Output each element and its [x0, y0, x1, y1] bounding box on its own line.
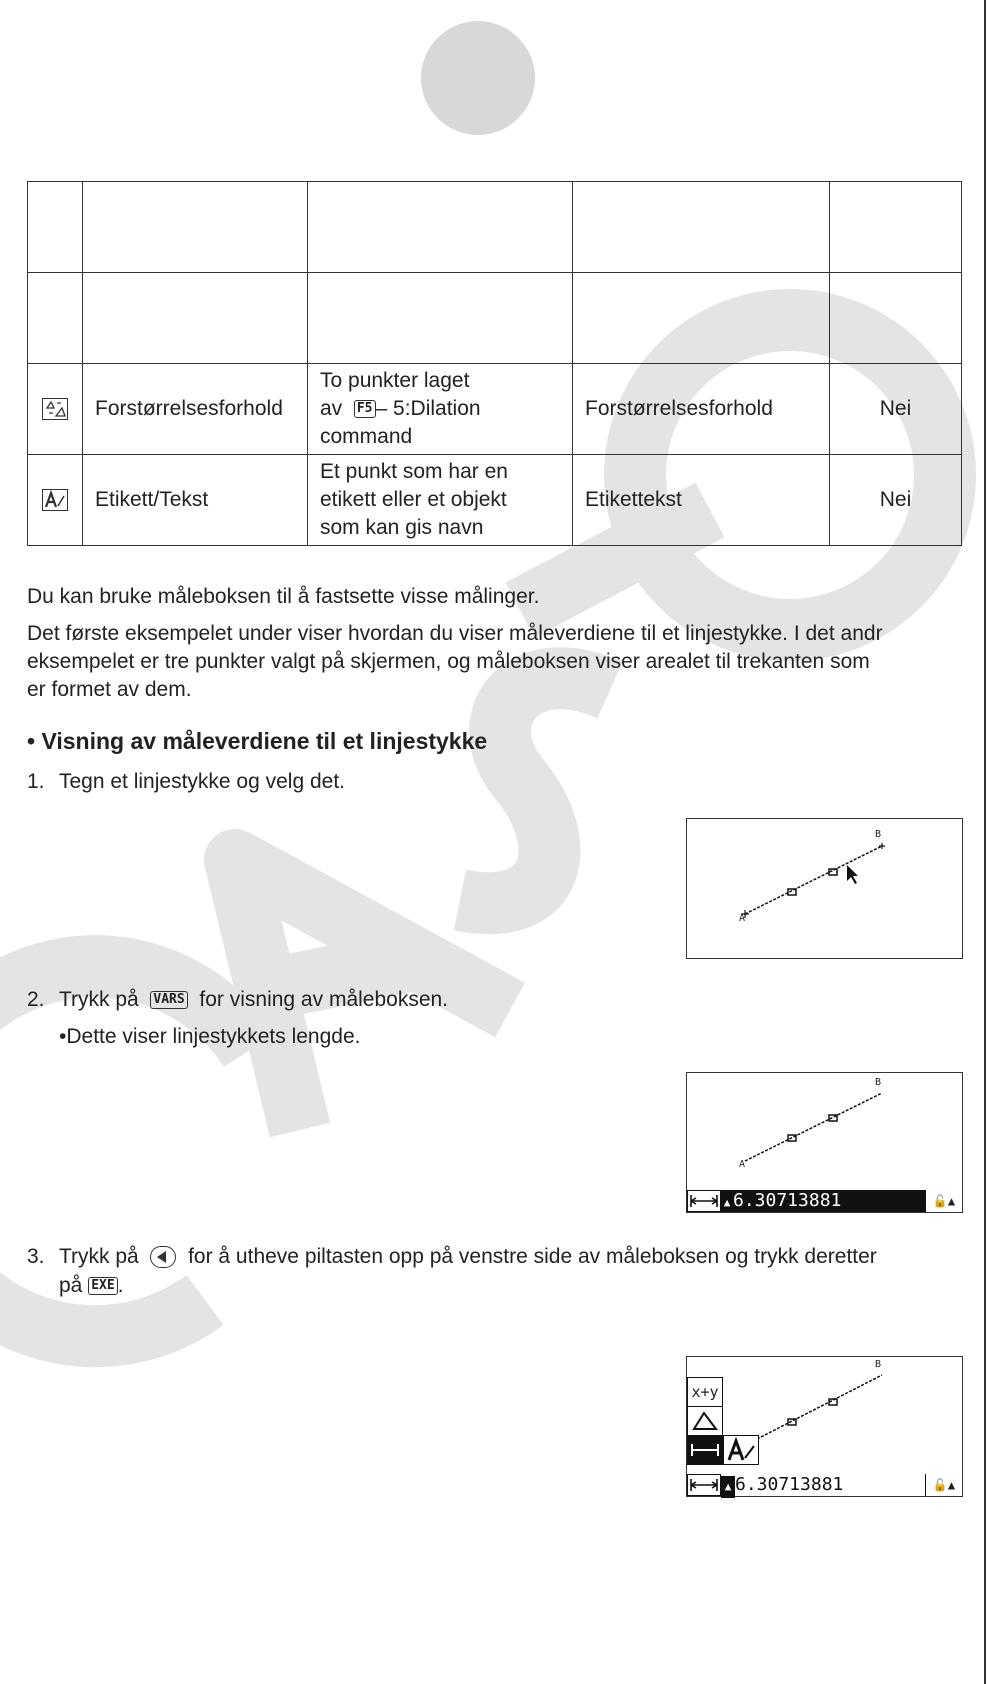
- up-arrow-icon[interactable]: ▲: [721, 1476, 735, 1498]
- table-row: [28, 364, 962, 455]
- label-tool-button[interactable]: [723, 1435, 759, 1465]
- intro-paragraph: Du kan bruke måleboksen til å fastsette visse målinger.: [27, 585, 540, 608]
- length-tool-button[interactable]: [687, 1435, 723, 1465]
- page-tab-marker: [421, 21, 535, 135]
- label-text-icon: [42, 489, 68, 511]
- point-a-label: A: [739, 913, 746, 924]
- measurement-cell: Forstørrelsesforhold: [573, 364, 830, 455]
- up-arrow-icon[interactable]: ▲: [723, 1196, 731, 1209]
- left-arrow-key-icon: [150, 1246, 176, 1268]
- selection-cell: To punkter laget av F5 – 5:Dilation command: [308, 364, 573, 455]
- point-b-label: B: [875, 1077, 882, 1088]
- angle-tool-button[interactable]: [687, 1406, 723, 1436]
- description-cell: Forstørrelsesforhold: [83, 364, 308, 455]
- editable-cell: Nei: [830, 364, 962, 455]
- f5-key-icon: F5: [354, 400, 376, 418]
- length-measure-icon[interactable]: [687, 1190, 721, 1212]
- selection-cell: Et punkt som har en etikett eller et objekt som kan gis navn: [308, 455, 573, 546]
- editable-cell: Nei: [830, 455, 962, 546]
- calculator-screen-3: [686, 1356, 963, 1497]
- table-row: [28, 455, 962, 546]
- step-3: 3. Trykk på for å utheve piltasten opp på venstre side av måleboksen og trykk deretter: [27, 1245, 877, 1268]
- point-b-label: B: [875, 829, 882, 840]
- step-3-line2: på EXE .: [59, 1274, 124, 1297]
- bullet-icon: •: [27, 728, 36, 754]
- measurement-cell: Etikettekst: [573, 455, 830, 546]
- page-edge: [984, 0, 986, 1684]
- vars-key-icon: VARS: [150, 991, 187, 1009]
- point-a-label: A: [739, 1159, 746, 1170]
- dilation-ratio-icon: [42, 398, 68, 420]
- sum-tool-button[interactable]: x+y: [687, 1377, 723, 1407]
- measurement-value-field[interactable]: ▲ 6.30713881: [721, 1190, 926, 1212]
- point-b-label: B: [875, 1359, 882, 1370]
- step-2-note: •Dette viser linjestykkets lengde.: [59, 1025, 361, 1048]
- table-row: [28, 182, 962, 273]
- table-row: [28, 273, 962, 364]
- example-paragraph: Det første eksempelet under viser hvordan du viser måleverdiene til et linjestykke. I det andr eksempelet er tre punkter valgt på skjermen, og måleboksen viser arealet til trekanten som er formet av dem.: [27, 622, 883, 701]
- lock-icon[interactable]: 🔓▲: [925, 1190, 962, 1212]
- measurement-box[interactable]: [687, 1474, 962, 1496]
- description-cell: Etikett/Tekst: [83, 455, 308, 546]
- step-2: 2. Trykk på VARS for visning av måleboksen.: [27, 988, 449, 1011]
- measurement-table: [27, 181, 962, 546]
- calculator-screen-1: [686, 818, 963, 959]
- step-1: 1. Tegn et linjestykke og velg det.: [27, 770, 346, 793]
- measurement-box[interactable]: [687, 1190, 962, 1212]
- section-heading: • Visning av måleverdiene til et linjestykke: [27, 728, 488, 754]
- length-measure-icon[interactable]: [687, 1474, 721, 1496]
- measurement-value-field[interactable]: ▲ 6.30713881: [721, 1474, 926, 1496]
- exe-key-icon: EXE: [88, 1277, 117, 1295]
- calculator-screen-2: [686, 1072, 963, 1213]
- lock-icon[interactable]: 🔓▲: [925, 1474, 962, 1496]
